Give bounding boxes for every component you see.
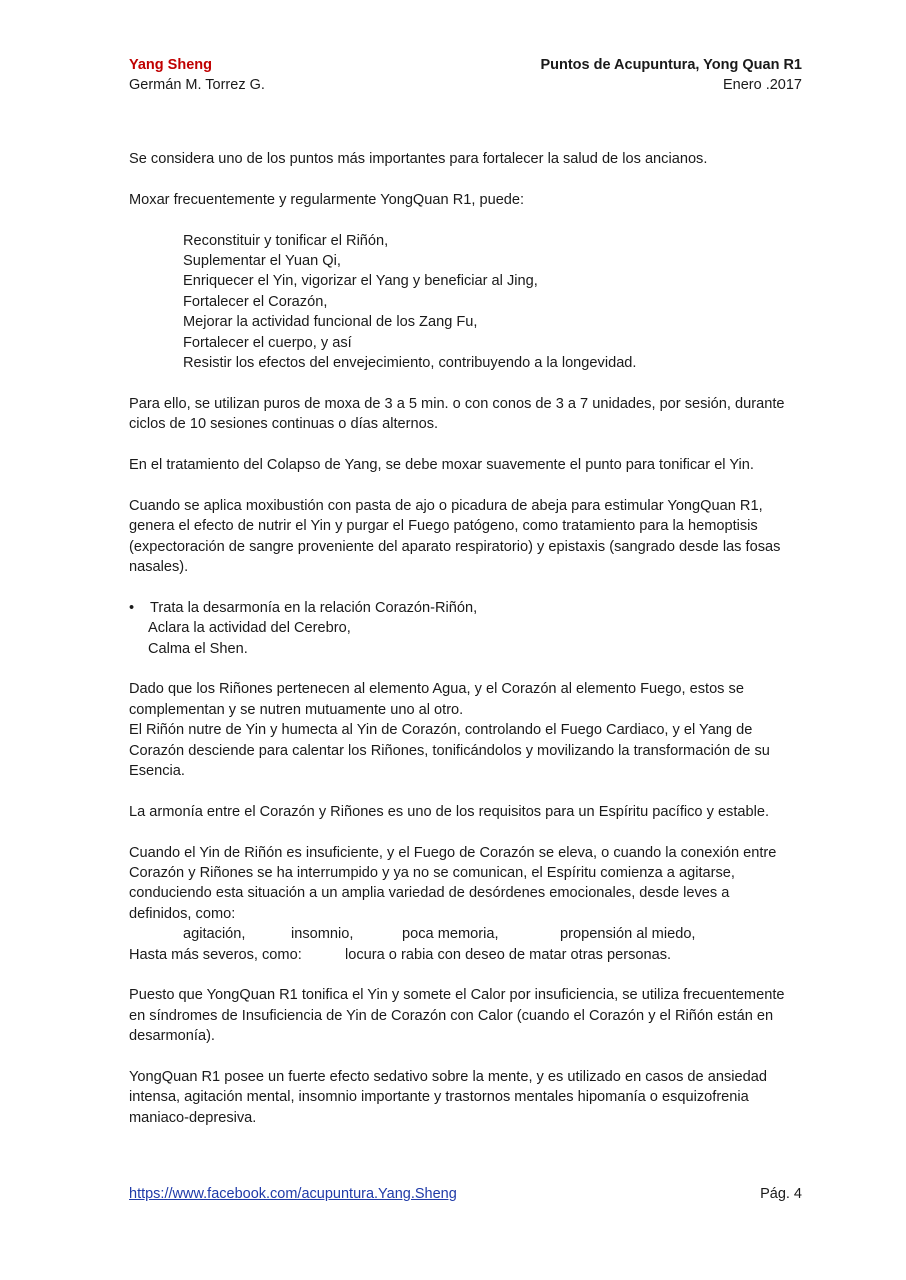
disorder-item: poca memoria,	[402, 926, 499, 943]
list-item: Enriquecer el Yin, vigorizar el Yang y beneficiar al Jing,	[183, 273, 538, 290]
paragraph: En el tratamiento del Colapso de Yang, se debe moxar suavemente el punto para tonificar el Yin.	[129, 457, 754, 474]
document-body	[129, 149, 789, 1149]
disorder-item: insomnio,	[291, 926, 354, 943]
severe-label: Hasta más severos, como:	[129, 946, 302, 963]
paragraph: YongQuan R1 posee un fuerte efecto sedativo sobre la mente, y es utilizado en casos de ansiedad intensa, agitación mental, insomnio importante y trastornos mentales hipomanía o esquizofrenia maniaco-depresiva.	[129, 1069, 767, 1126]
list-item: Fortalecer el cuerpo, y así	[183, 334, 352, 351]
list-item: Reconstituir y tonificar el Riñón,	[183, 232, 389, 249]
page-number: Pág. 4	[760, 1186, 802, 1202]
benefits-list	[183, 231, 789, 374]
paragraph: El Riñón nutre de Yin y humecta al Yin de Corazón, controlando el Fuego Cardiaco, y el Yang de Corazón desciende para calentar los Riñones, tonificándolos y movilizando la transformación de su Esencia.	[129, 722, 770, 780]
paragraph: Moxar frecuentemente y regularmente YongQuan R1, puede:	[129, 191, 525, 208]
disorder-item: agitación,	[183, 926, 246, 943]
list-item: Resistir los efectos del envejecimiento, contribuyendo a la longevidad.	[183, 355, 637, 372]
header-date: Enero .2017	[722, 77, 802, 93]
bullet-item: • Trata la desarmonía en la relación Corazón-Riñón,	[129, 598, 789, 618]
bullet-list	[129, 598, 789, 659]
list-item: Suplementar el Yuan Qi,	[183, 253, 341, 269]
paragraph: Se considera uno de los puntos más importantes para fortalecer la salud de los ancianos.	[129, 151, 708, 167]
severe-item: locura o rabia con deseo de matar otras personas.	[345, 946, 672, 963]
list-item: Mejorar la actividad funcional de los Zang Fu,	[183, 314, 478, 331]
paragraph: Cuando el Yin de Riñón es insuficiente, y el Fuego de Corazón se eleva, o cuando la conexión entre Corazón y Riñones se ha interrumpido y ya no se comunican, el Espíritu comienza a agitarse, conduciendo esta situación a un amplia variedad de desórdenes emocionales, desde leves a definidos, como:	[129, 844, 777, 922]
header-author: Germán M. Torrez G.	[129, 77, 265, 93]
mild-disorders-row	[129, 924, 789, 944]
disorder-item: propensión al miedo,	[560, 926, 696, 943]
paragraph: Puesto que YongQuan R1 tonifica el Yin y somete el Calor por insuficiencia, se utiliza frecuentemente en síndromes de Insuficiencia de Yin de Corazón con Calor (cuando el Corazón y el Riñón están en desarmonía).	[129, 987, 785, 1045]
bullet-continuation: Calma el Shen.	[148, 640, 248, 657]
header-brand: Yang Sheng	[129, 57, 212, 73]
paragraph: Para ello, se utilizan puros de moxa de 3 a 5 min. o con conos de 3 a 7 unidades, por sesión, durante ciclos de 10 sesiones continuas o días alternos.	[129, 395, 785, 433]
severe-disorders-row	[129, 945, 789, 965]
bullet-continuation: Aclara la actividad del Cerebro,	[148, 620, 351, 637]
list-item: Fortalecer el Corazón,	[183, 293, 328, 310]
paragraph: La armonía entre el Corazón y Riñones es uno de los requisitos para un Espíritu pacífico y estable.	[129, 803, 770, 820]
paragraph: Cuando se aplica moxibustión con pasta de ajo o picadura de abeja para estimular YongQuan R1, genera el efecto de nutrir el Yin y purgar el Fuego patógeno, como tratamiento para la hemoptisis (expectoración de sangre proveniente del aparato respiratorio) y epistaxis (sangrado desde las fosas nasales).	[129, 497, 781, 576]
header-document-title: Puntos de Acupuntura, Yong Quan R1	[540, 57, 802, 73]
paragraph: Dado que los Riñones pertenecen al elemento Agua, y el Corazón al elemento Fuego, estos se complementan y se nutren mutuamente uno al otro.	[129, 681, 744, 718]
facebook-link[interactable]: https://www.facebook.com/acupuntura.Yang.Sheng	[129, 1186, 457, 1202]
